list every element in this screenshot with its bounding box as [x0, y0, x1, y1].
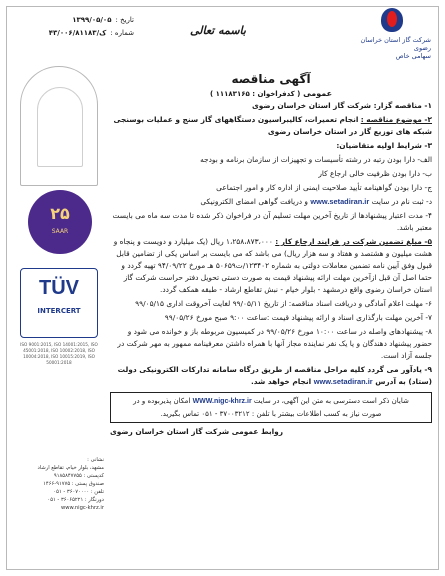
item-2-text: انجام تعمیرات، کالیبراسیون دستگاههای گاز سنج و عملیات بوسنجی شبکه های توزیع گاز در استان خراسان رضوی — [113, 115, 432, 136]
notice-prefix: شایان ذکر است دسترسی به متن این آگهی، در سایت — [253, 397, 409, 405]
contact-line: دورنگار : ۳۶۰۶۵۲۲۱ - ۰۵۱ — [47, 497, 104, 503]
company-sub-text: سهامی خاص — [395, 52, 431, 60]
contact-line: کدپستی : ۹۱۸۵۸۴۷۷۵۵ — [53, 473, 104, 479]
item-2 — [110, 114, 432, 138]
date-value: ۱۳۹۹/۰۵/۰۵ — [72, 16, 112, 24]
contact-website-link[interactable]: www.nigc-khrz.ir — [60, 505, 104, 511]
jubilee-badge — [28, 190, 92, 254]
tuv-certificate-badge — [20, 268, 98, 338]
ad-code: ( کدفراخوان : ۱۱۱۸۳۱۶۵ ) — [209, 90, 301, 98]
contact-line: نشانی : — [87, 457, 104, 463]
contact-line: تلفن : ۳۶۰۷۰۰۰۰ - ۰۵۱ — [53, 489, 104, 495]
condition-dal-prefix: د- ثبت نام در سایت — [371, 197, 432, 206]
item-5-text: ۱،۲۵۸،۸۷۳،۰۰۰ ریال (یک میلیارد و دویست و پنجاه و هشت میلیون و هشتصد و هفتاد و سه هزار ریال) می باشد که می بایست بر اساس یکی از تضامین قابل قبول وفق آیین نامه تضمین معاملات دولتی به شماره ۱۲۳۴۰۲/ت۵۰۶۵۹ هـ مورخ ۹۴/۰۹/۲۲ تهیه گردد و حتما اصل آن قبل ازآخرین مهلت ارائه پیشنهاد قیمت به صورت دستی تحویل دفتر حراست شرکت گاز استان خراسان رضوی واقع درمشهد - بلوار خیام - نبش تقاطع ارشاد - طبقه همکف گردد. — [113, 237, 432, 294]
item-1: ۱- مناقصه گزار: شرکت گاز استان خراسان رضوی — [251, 101, 432, 110]
dome-inner-icon — [37, 87, 83, 167]
jubilee-sub: SAAR — [51, 228, 69, 235]
item-2-label: ۲- موضوع مناقصه : — [360, 115, 432, 124]
date-row — [14, 14, 134, 27]
condition-dal — [110, 196, 432, 208]
notice-line-2: صورت نیاز به کسب اطلاعات بیشتر با تلفن : ۳۷۰۰۳۲۱۲ - ۰۵۱ تماس بگیرید. — [160, 410, 382, 418]
item-5 — [110, 236, 432, 296]
date-label: تاریخ : — [115, 16, 134, 24]
letter-meta — [14, 14, 134, 40]
nigc-khrz-link[interactable]: WWW.nigc-khrz.ir — [192, 398, 252, 405]
dome-outline-icon — [20, 66, 98, 186]
number-value: ک/۴۳/۰۰۶/۸۱۱۸۳ — [48, 29, 107, 37]
tuv-sub: INTERCERT — [37, 307, 81, 315]
setadiran-link-2[interactable]: www.setadiran.ir — [313, 377, 373, 386]
item-8: ۸- پیشنهادهای واصله در ساعت ۱۰:۰۰ مورخ ۹۹/۰۵/۲۶ در کمیسیون مربوطه باز و خوانده می شود و حضور پیشنهاد دهندگان و یا یک نفر نماینده مجاز آنها با همراه داشتن معرفینامه ممهور به مهر شرکت در جلسه آزاد است. — [117, 327, 432, 360]
number-label: شماره : — [110, 29, 134, 37]
company-name — [349, 36, 431, 60]
item-9-suffix: انجام خواهد شد. — [250, 377, 312, 386]
item-5-label: ۵- مبلغ تضمین شرکت در فرایند ارجاع کار : — [275, 237, 432, 246]
tuv-main: TÜV — [39, 277, 79, 299]
iso-certificates: ISO 9001:2015, ISO 14001:2015, ISO 45001:2018, ISO 10002:2018, ISO 10004:2018, ISO 10015:2019, ISO 50001:2018 — [20, 342, 98, 365]
contact-line: صندوق پستی : ۹۱۷۷۵-۱۴۶۶ — [43, 481, 104, 487]
letterhead — [0, 0, 445, 62]
tender-announcement — [110, 70, 432, 436]
setadiran-link[interactable]: www.setadiran.ir — [310, 197, 370, 206]
notice-line-1 — [116, 395, 426, 408]
ad-subtitle — [110, 89, 432, 98]
nigc-logo-icon — [381, 8, 403, 32]
item-3-label: ۳- شرایط اولیه متقاضیان: — [336, 141, 432, 150]
ad-title: آگهی مناقصه — [231, 72, 311, 86]
condition-jim: ج- دارا بودن گواهینامه تأیید صلاحیت ایمنی از اداره کار و امور اجتماعی — [216, 183, 432, 192]
company-name-text: شرکت گاز استان خراسان رضوی — [360, 36, 431, 52]
item-6: ۶- مهلت اعلام آمادگی و دریافت اسناد مناقصه: از تاریخ ۹۹/۰۵/۱۱ لغایت آخروقت اداری ۹۹/۰۵/۱۵ — [135, 299, 432, 308]
condition-dal-suffix: و دریافت گواهی امضای الکترونیکی — [200, 197, 308, 206]
ad-footer: روابط عمومی شرکت گاز استان خراسان رضوی — [110, 427, 284, 436]
contact-line: مشهد، بلوار خیام، تقاطع ارشاد — [37, 465, 104, 471]
notice-box — [110, 392, 432, 423]
ad-type: عمومی — [303, 89, 333, 98]
item-4: ۴- مدت اعتبار پیشنهادها از تاریخ آخرین مهلت تسلیم آن در فراخوان ذکر شده تا مدت سه ماه می بایست معتبر باشد. — [112, 211, 432, 232]
notice-suffix: امکان پذیربوده و در — [133, 397, 191, 405]
item-9 — [110, 364, 432, 388]
jubilee-year: ۲۵ — [50, 204, 70, 223]
contact-info — [16, 456, 104, 512]
basmala: باسمه تعالی — [190, 24, 246, 37]
number-row — [14, 27, 134, 40]
condition-alef: الف- دارا بودن رتبه در رشته تأسیسات و تجهیزات از سازمان برنامه و بودجه — [200, 155, 432, 164]
sidebar — [14, 66, 104, 562]
item-9-text: ۹- یادآور می گردد کلیه مراحل مناقصه از طریق درگاه سامانه تدارکات الکترونیکی دولت (ستاد) به آدرس — [117, 365, 432, 386]
condition-be: ب- دارا بودن ظرفیت خالی ارجاع کار — [318, 169, 432, 178]
item-7: ۷- آخرین مهلت بارگذاری اسناد و ارائه پیشنهاد قیمت :ساعت ۹:۰۰ صبح مورخ ۹۹/۰۵/۲۶ — [164, 313, 432, 322]
